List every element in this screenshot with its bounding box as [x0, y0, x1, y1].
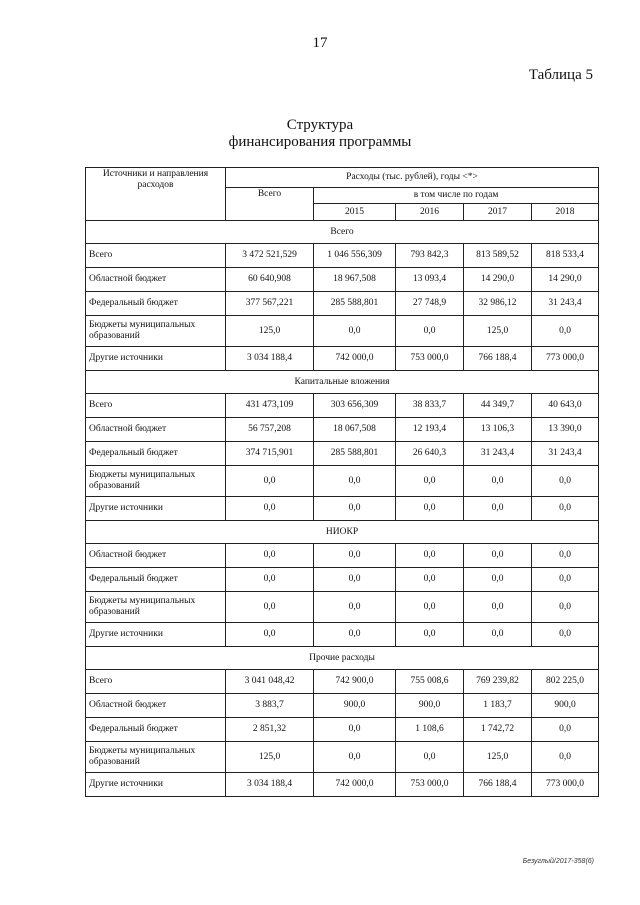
row-label: Другие источники [86, 497, 226, 521]
header-expenses: Расходы (тыс. рублей), годы <*> [226, 168, 599, 188]
cell-year-value: 0,0 [464, 623, 532, 647]
cell-total: 3 034 188,4 [226, 773, 314, 797]
cell-year-value: 125,0 [464, 742, 532, 773]
header-source: Источники и направления расходов [86, 168, 226, 221]
title-line-1: Структура [286, 117, 354, 133]
cell-year-value: 755 008,6 [396, 670, 464, 694]
row-label: Бюджеты муниципальных образований [86, 466, 226, 497]
cell-year-value: 753 000,0 [396, 773, 464, 797]
table-row [86, 292, 599, 316]
cell-year-value: 793 842,3 [396, 244, 464, 268]
cell-year-value: 0,0 [532, 544, 599, 568]
cell-year-value: 1 108,6 [396, 718, 464, 742]
table-row [86, 418, 599, 442]
document-title [0, 117, 640, 151]
cell-total: 125,0 [226, 742, 314, 773]
cell-year-value: 0,0 [532, 718, 599, 742]
row-label: Федеральный бюджет [86, 718, 226, 742]
cell-year-value: 0,0 [464, 568, 532, 592]
row-label: Областной бюджет [86, 418, 226, 442]
cell-year-value: 40 643,0 [532, 394, 599, 418]
row-label: Федеральный бюджет [86, 292, 226, 316]
cell-year-value: 0,0 [532, 592, 599, 623]
cell-total: 56 757,208 [226, 418, 314, 442]
row-label: Всего [86, 670, 226, 694]
cell-total: 0,0 [226, 568, 314, 592]
cell-year-value: 0,0 [396, 742, 464, 773]
page-number: 17 [312, 35, 328, 51]
cell-year-value: 0,0 [532, 466, 599, 497]
table-row [86, 442, 599, 466]
cell-year-value: 0,0 [464, 466, 532, 497]
cell-total: 431 473,109 [226, 394, 314, 418]
table-row [86, 742, 599, 773]
cell-total: 0,0 [226, 592, 314, 623]
cell-year-value: 0,0 [396, 544, 464, 568]
table-row [86, 568, 599, 592]
cell-year-value: 0,0 [464, 497, 532, 521]
cell-year-value: 125,0 [464, 316, 532, 347]
header-total: Всего [226, 188, 314, 221]
cell-year-value: 27 748,9 [396, 292, 464, 316]
row-label: Другие источники [86, 773, 226, 797]
section-header-row [86, 647, 599, 670]
table-row [86, 268, 599, 292]
title-line-2: финансирования программы [228, 134, 412, 150]
header-year-2015: 2015 [314, 204, 396, 221]
row-label: Бюджеты муниципальных образований [86, 742, 226, 773]
cell-year-value: 773 000,0 [532, 773, 599, 797]
cell-year-value: 0,0 [314, 466, 396, 497]
cell-total: 0,0 [226, 497, 314, 521]
cell-total: 60 640,908 [226, 268, 314, 292]
cell-year-value: 38 833,7 [396, 394, 464, 418]
financing-table [85, 167, 599, 797]
cell-year-value: 813 589,52 [464, 244, 532, 268]
cell-total: 0,0 [226, 623, 314, 647]
cell-total: 2 851,32 [226, 718, 314, 742]
table-row [86, 670, 599, 694]
cell-year-value: 0,0 [314, 742, 396, 773]
cell-year-value: 0,0 [464, 592, 532, 623]
table-row [86, 316, 599, 347]
cell-total: 374 715,901 [226, 442, 314, 466]
table-row [86, 497, 599, 521]
cell-year-value: 0,0 [532, 316, 599, 347]
header-by-years: в том числе по годам [314, 188, 599, 204]
cell-year-value: 14 290,0 [532, 268, 599, 292]
cell-year-value: 32 986,12 [464, 292, 532, 316]
row-label: Областной бюджет [86, 694, 226, 718]
cell-year-value: 0,0 [314, 316, 396, 347]
row-label: Областной бюджет [86, 268, 226, 292]
cell-year-value: 14 290,0 [464, 268, 532, 292]
cell-year-value: 0,0 [396, 592, 464, 623]
cell-year-value: 13 106,3 [464, 418, 532, 442]
cell-year-value: 818 533,4 [532, 244, 599, 268]
table-row [86, 466, 599, 497]
cell-total: 3 034 188,4 [226, 347, 314, 371]
cell-year-value: 0,0 [396, 316, 464, 347]
table-row [86, 623, 599, 647]
cell-year-value: 0,0 [532, 568, 599, 592]
cell-year-value: 802 225,0 [532, 670, 599, 694]
section-header-row [86, 221, 599, 244]
cell-year-value: 13 093,4 [396, 268, 464, 292]
cell-year-value: 0,0 [396, 466, 464, 497]
cell-total: 3 041 048,42 [226, 670, 314, 694]
cell-year-value: 13 390,0 [532, 418, 599, 442]
section-title: Всего [86, 221, 599, 244]
cell-year-value: 753 000,0 [396, 347, 464, 371]
row-label: Всего [86, 394, 226, 418]
cell-year-value: 285 588,801 [314, 292, 396, 316]
table-row [86, 694, 599, 718]
section-header-row [86, 521, 599, 544]
cell-year-value: 766 188,4 [464, 347, 532, 371]
cell-year-value: 303 656,309 [314, 394, 396, 418]
row-label: Другие источники [86, 347, 226, 371]
cell-total: 3 883,7 [226, 694, 314, 718]
table-row [86, 394, 599, 418]
cell-year-value: 900,0 [314, 694, 396, 718]
section-title: НИОКР [86, 521, 599, 544]
row-label: Другие источники [86, 623, 226, 647]
header-year-2016: 2016 [396, 204, 464, 221]
header-year-2018: 2018 [532, 204, 599, 221]
header-year-2017: 2017 [464, 204, 532, 221]
cell-year-value: 0,0 [532, 742, 599, 773]
cell-year-value: 0,0 [314, 623, 396, 647]
table-row [86, 718, 599, 742]
cell-year-value: 18 067,508 [314, 418, 396, 442]
row-label: Федеральный бюджет [86, 568, 226, 592]
table-row [86, 592, 599, 623]
cell-year-value: 0,0 [532, 497, 599, 521]
cell-year-value: 900,0 [532, 694, 599, 718]
row-label: Бюджеты муниципальных образований [86, 316, 226, 347]
cell-year-value: 31 243,4 [532, 292, 599, 316]
cell-year-value: 900,0 [396, 694, 464, 718]
cell-total: 3 472 521,529 [226, 244, 314, 268]
cell-year-value: 773 000,0 [532, 347, 599, 371]
cell-year-value: 0,0 [314, 568, 396, 592]
cell-year-value: 31 243,4 [532, 442, 599, 466]
cell-year-value: 0,0 [314, 544, 396, 568]
cell-year-value: 0,0 [396, 497, 464, 521]
table-row [86, 773, 599, 797]
cell-total: 377 567,221 [226, 292, 314, 316]
table-body [86, 221, 599, 797]
cell-year-value: 285 588,801 [314, 442, 396, 466]
row-label: Областной бюджет [86, 544, 226, 568]
table-row [86, 347, 599, 371]
cell-year-value: 742 900,0 [314, 670, 396, 694]
cell-year-value: 0,0 [532, 623, 599, 647]
cell-total: 0,0 [226, 466, 314, 497]
section-title: Прочие расходы [86, 647, 599, 670]
cell-year-value: 0,0 [464, 544, 532, 568]
cell-year-value: 0,0 [396, 623, 464, 647]
table-row [86, 244, 599, 268]
section-title: Капитальные вложения [86, 371, 599, 394]
cell-year-value: 18 967,508 [314, 268, 396, 292]
cell-year-value: 0,0 [314, 497, 396, 521]
cell-year-value: 0,0 [396, 568, 464, 592]
cell-year-value: 44 349,7 [464, 394, 532, 418]
cell-total: 0,0 [226, 544, 314, 568]
table-label: Таблица 5 [528, 67, 593, 83]
row-label: Федеральный бюджет [86, 442, 226, 466]
cell-year-value: 769 239,82 [464, 670, 532, 694]
cell-year-value: 0,0 [314, 592, 396, 623]
cell-year-value: 12 193,4 [396, 418, 464, 442]
cell-year-value: 31 243,4 [464, 442, 532, 466]
table-row [86, 544, 599, 568]
row-label: Бюджеты муниципальных образований [86, 592, 226, 623]
cell-year-value: 766 188,4 [464, 773, 532, 797]
cell-year-value: 1 183,7 [464, 694, 532, 718]
signature-stamp: Безуглый/2017-358(6) [522, 858, 594, 865]
section-header-row [86, 371, 599, 394]
cell-year-value: 742 000,0 [314, 347, 396, 371]
row-label: Всего [86, 244, 226, 268]
cell-year-value: 1 046 556,309 [314, 244, 396, 268]
cell-year-value: 1 742,72 [464, 718, 532, 742]
cell-year-value: 742 000,0 [314, 773, 396, 797]
cell-year-value: 26 640,3 [396, 442, 464, 466]
cell-year-value: 0,0 [314, 718, 396, 742]
cell-total: 125,0 [226, 316, 314, 347]
